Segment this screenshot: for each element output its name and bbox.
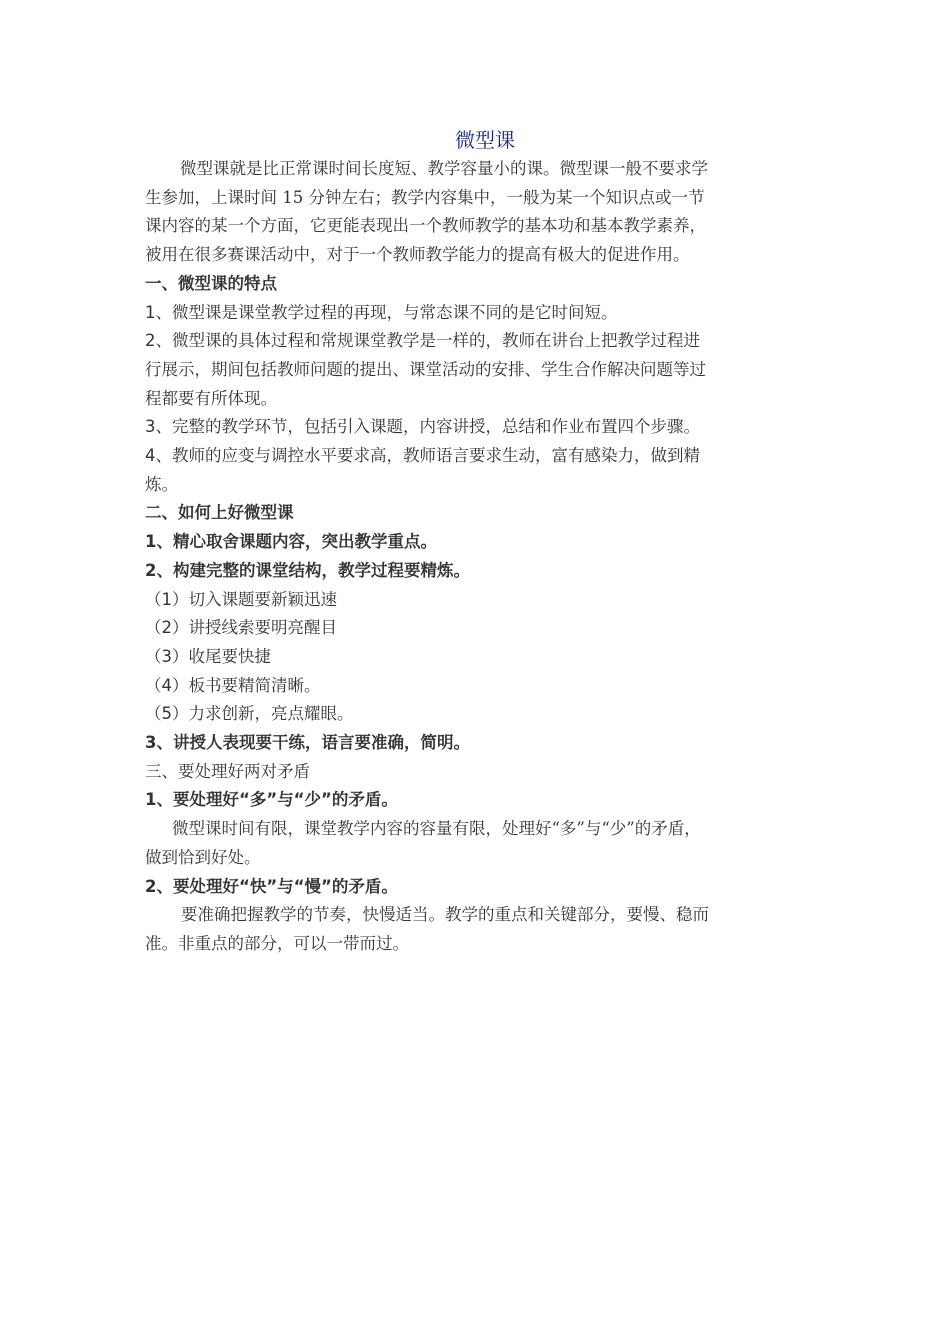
section3-point-2: 2、要处理好“快”与“慢”的矛盾。 xyxy=(145,876,398,896)
section3-para1-line: 微型课时间有限，课堂教学内容的容量有限，处理好“多”与“少”的矛盾， xyxy=(172,819,701,839)
document-title: 微型课 xyxy=(455,128,515,152)
document-page xyxy=(145,126,825,959)
section2-heading: 二、如何上好微型课 xyxy=(145,503,294,523)
section1-item-4-cont: 炼。 xyxy=(145,474,178,494)
section1-item-2: 2、微型课的具体过程和常规课堂教学是一样的，教师在讲台上把教学过程进 xyxy=(145,331,700,351)
intro-paragraph xyxy=(145,155,825,270)
section1-item-1: 1、微型课是课堂教学过程的再现，与常态课不同的是它时间短。 xyxy=(145,302,618,322)
section2-point-1: 1、精心取舍课题内容，突出教学重点。 xyxy=(145,532,437,552)
section2-subitem: （1）切入课题要新颖迅速 xyxy=(145,589,337,609)
section2-point-2: 2、构建完整的课堂结构，教学过程要精炼。 xyxy=(145,560,470,580)
section3-para2-line: 准。非重点的部分，可以一带而过。 xyxy=(145,933,409,953)
section3-heading: 三、要处理好两对矛盾 xyxy=(145,761,310,781)
section1-item-2-cont: 行展示，期间包括教师问题的提出、课堂活动的安排、学生合作解决问题等过 xyxy=(145,359,706,379)
intro-line: 生参加，上课时间 15 分钟左右；教学内容集中，一般为某一个知识点或一节 xyxy=(145,187,705,207)
section2-point-3: 3、讲授人表现要干练，语言要准确，简明。 xyxy=(145,733,470,753)
section3-para2-line: 要准确把握教学的节奏，快慢适当。教学的重点和关键部分，要慢、稳而 xyxy=(181,905,709,925)
section1-item-2-cont: 程都要有所体现。 xyxy=(145,388,277,408)
section3-para1-line: 做到恰到好处。 xyxy=(145,847,261,867)
intro-line: 被用在很多赛课活动中，对于一个教师教学能力的提高有极大的促进作用。 xyxy=(145,245,690,265)
intro-line: 课内容的某一个方面，它更能表现出一个教师教学的基本功和基本教学素养， xyxy=(145,216,706,236)
section2-subitem: （3）收尾要快捷 xyxy=(145,646,271,666)
section2-subitem: （2）讲授线索要明亮醒目 xyxy=(145,618,337,638)
intro-line: 微型课就是比正常课时间长度短、教学容量小的课。微型课一般不要求学 xyxy=(180,159,708,178)
section2-subitem: （4）板书要精简清晰。 xyxy=(145,675,321,695)
section1-item-4: 4、教师的应变与调控水平要求高，教师语言要求生动，富有感染力，做到精 xyxy=(145,446,700,466)
section1-heading: 一、微型课的特点 xyxy=(145,273,277,293)
section2-subitem: （5）力求创新，亮点耀眼。 xyxy=(145,704,354,724)
section1-item-3: 3、完整的教学环节，包括引入课题，内容讲授，总结和作业布置四个步骤。 xyxy=(145,417,700,437)
section3-point-1: 1、要处理好“多”与“少”的矛盾。 xyxy=(145,790,398,810)
